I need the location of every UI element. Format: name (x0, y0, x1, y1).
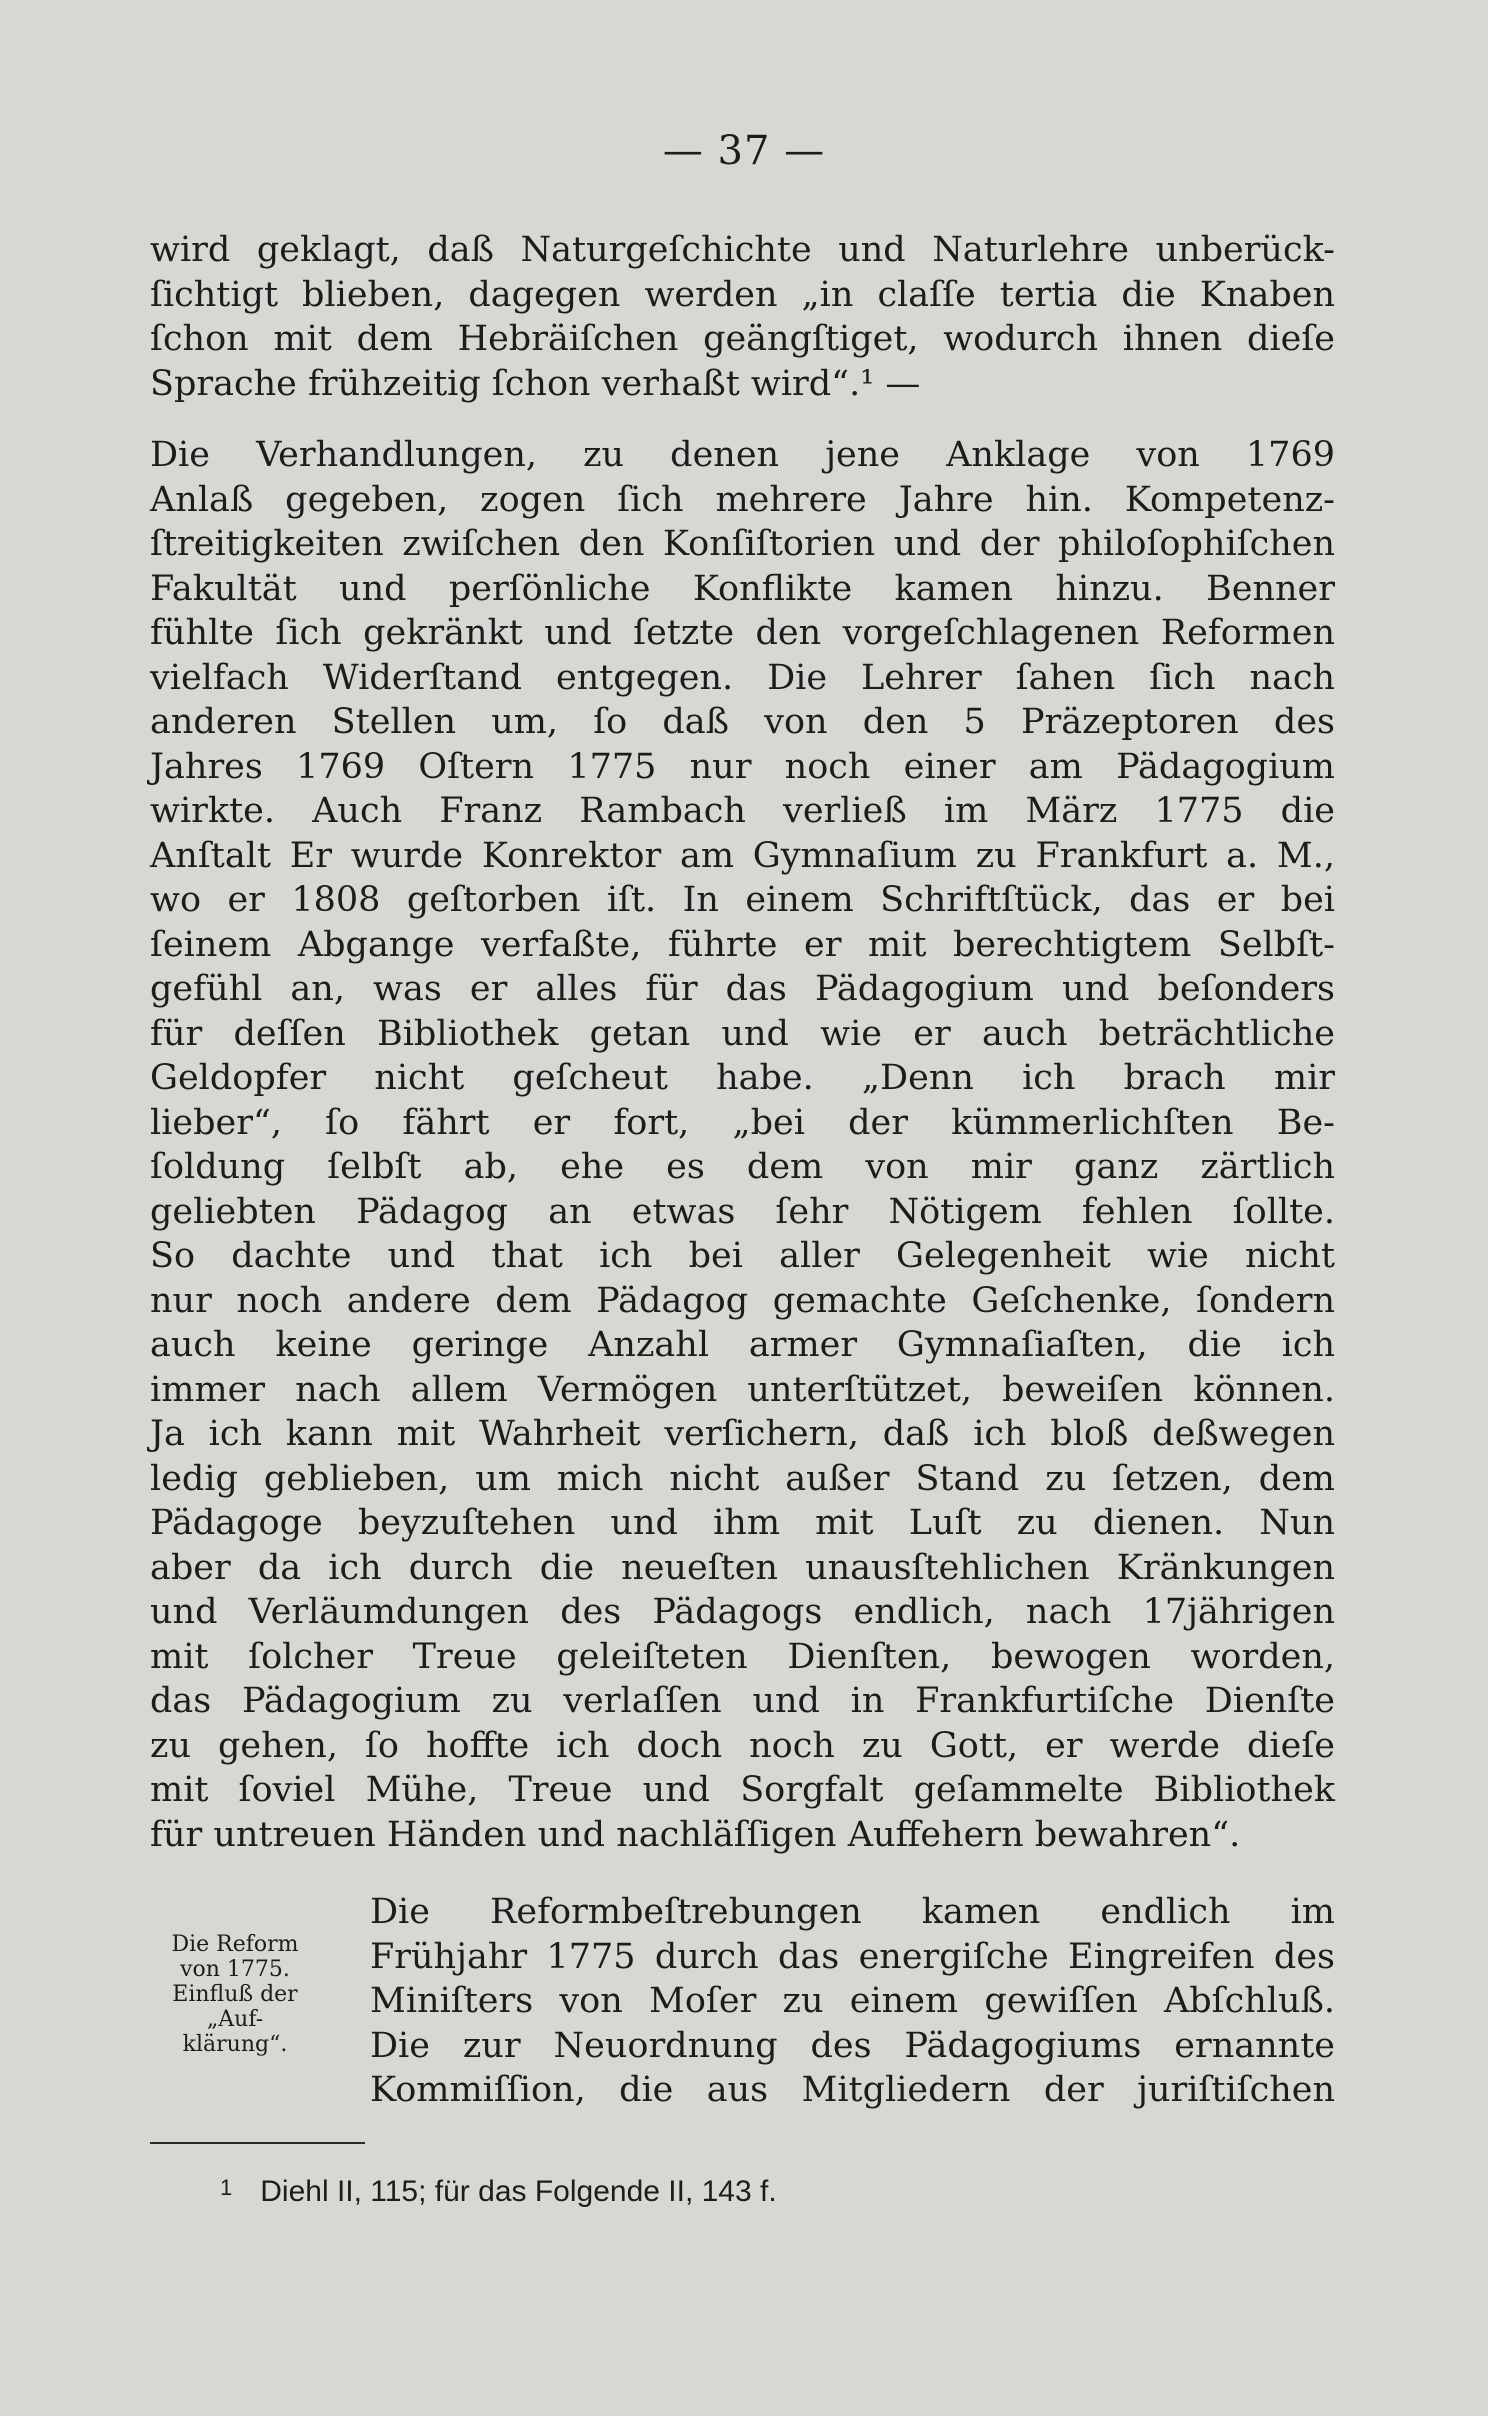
text-line: wird geklagt, daß Naturgeſchichte und Naturlehre unberück- (150, 230, 1335, 270)
text-line: das Pädagogium zu verlaſſen und in Frankfurtiſche Dienſte (150, 1681, 1335, 1721)
text-line: auch keine geringe Anzahl armer Gymnaſiaſten, die ich (150, 1325, 1335, 1365)
text-line: für deſſen Bibliothek getan und wie er auch beträchtliche (150, 1013, 1335, 1054)
text-line: zu gehen, ſo hoffte ich doch noch zu Gott, er werde dieſe (150, 1725, 1335, 1766)
text-line: und Verläumdungen des Pädagogs endlich, nach 17jährigen (150, 1592, 1335, 1632)
text-line: wirkte. Auch Franz Rambach verließ im März 1775 die (150, 791, 1335, 831)
text-line: lieber“, ſo fährt er fort, „bei der kümmerlichſten Be- (150, 1102, 1335, 1143)
text-line: anderen Stellen um, ſo daß von den 5 Präzeptoren des (150, 702, 1335, 742)
margin-note-line: Einfluß der (172, 1982, 298, 2007)
text-line: ſchon mit dem Hebräiſchen geängſtiget, wodurch ihnen dieſe (150, 319, 1335, 359)
text-line: aber da ich durch die neueſten unausſtehlichen Kränkungen (150, 1547, 1335, 1588)
margin-note-line: klärung“. (182, 2032, 288, 2057)
margin-note-line: „Auf- (206, 2007, 264, 2032)
margin-note-line: von 1775. (180, 1957, 290, 1982)
text-line: fühlte ſich gekränkt und ſetzte den vorgeſchlagenen Reformen (150, 613, 1335, 653)
text-line: Geldopfer nicht geſcheut habe. „Denn ich brach mir (150, 1058, 1335, 1098)
margin-note (145, 1932, 325, 2057)
text-line: Sprache frühzeitig ſchon verhaßt wird“.¹ — (150, 363, 921, 404)
footnote-number: 1 (220, 2175, 233, 2200)
text-line: mit ſoviel Mühe, Treue und Sorgfalt geſammelte Bibliothek (150, 1770, 1335, 1810)
paragraph-3 (370, 1890, 1335, 2113)
text-line: Pädagoge beyzuſtehen und ihm mit Luſt zu dienen. Nun (150, 1503, 1335, 1543)
text-line: Ja ich kann mit Wahrheit verſichern, daß ich bloß deßwegen (150, 1414, 1335, 1454)
text-line: Die Verhandlungen, zu denen jene Anklage von 1769 (150, 435, 1335, 475)
text-line: nur noch andere dem Pädagog gemachte Geſchenke, ſondern (150, 1280, 1335, 1321)
text-line: vielfach Widerſtand entgegen. Die Lehrer ſahen ſich nach (150, 657, 1335, 698)
text-line: Anſtalt Er wurde Konrektor am Gymnaſium zu Frankfurt a. M., (150, 835, 1335, 876)
text-line: Die Reformbeſtrebungen kamen endlich im (370, 1892, 1335, 1932)
text-line: Miniſters von Moſer zu einem gewiſſen Abſchluß. (370, 1981, 1335, 2021)
footnote (220, 2175, 777, 2209)
text-line: geliebten Pädagog an etwas ſehr Nötigem fehlen ſollte. (150, 1191, 1335, 1232)
text-line: ſoldung ſelbſt ab, ehe es dem von mir ganz zärtlich (150, 1147, 1335, 1187)
footnote-text: Diehl II, 115; für das Folgende II, 143 f. (260, 2175, 777, 2208)
text-line: Jahres 1769 Oſtern 1775 nur noch einer am Pädagogium (150, 746, 1335, 787)
text-line: Fakultät und perſönliche Konflikte kamen hinzu. Benner (150, 568, 1335, 609)
text-line: Die zur Neuordnung des Pädagogiums ernannte (370, 2025, 1335, 2066)
text-line: ſichtigt blieben, dagegen werden „in claſſe tertia die Knaben (150, 274, 1335, 315)
text-line: ſtreitigkeiten zwiſchen den Konſiſtorien und der philoſophiſchen (150, 524, 1335, 564)
text-line: Kommiſſion, die aus Mitgliedern der juriſtiſchen (370, 2070, 1335, 2110)
text-line: immer nach allem Vermögen unterſtützet, beweiſen können. (150, 1369, 1335, 1410)
page-number: — 37 — (662, 128, 826, 174)
margin-note-line: Die Reform (171, 1932, 299, 1957)
paragraph-2 (150, 433, 1335, 1857)
text-line: für untreuen Händen und nachläſſigen Auffehern bewahren“. (150, 1814, 1241, 1855)
text-line: mit ſolcher Treue geleiſteten Dienſten, bewogen worden, (150, 1636, 1335, 1677)
paragraph-1 (150, 228, 1335, 406)
text-line: ledig geblieben, um mich nicht außer Stand zu ſetzen, dem (150, 1458, 1335, 1499)
text-line: So dachte und that ich bei aller Gelegenheit wie nicht (150, 1236, 1335, 1276)
text-line: Frühjahr 1775 durch das energiſche Eingreifen des (370, 1936, 1335, 1977)
text-line: wo er 1808 geſtorben iſt. In einem Schriftſtück, das er bei (150, 880, 1335, 920)
text-line: ſeinem Abgange verfaßte, führte er mit berechtigtem Selbſt- (150, 924, 1335, 965)
text-line: Anlaß gegeben, zogen ſich mehrere Jahre hin. Kompetenz- (150, 479, 1335, 520)
text-line: gefühl an, was er alles für das Pädagogium und beſonders (150, 969, 1335, 1009)
footnote-rule (150, 2142, 365, 2144)
